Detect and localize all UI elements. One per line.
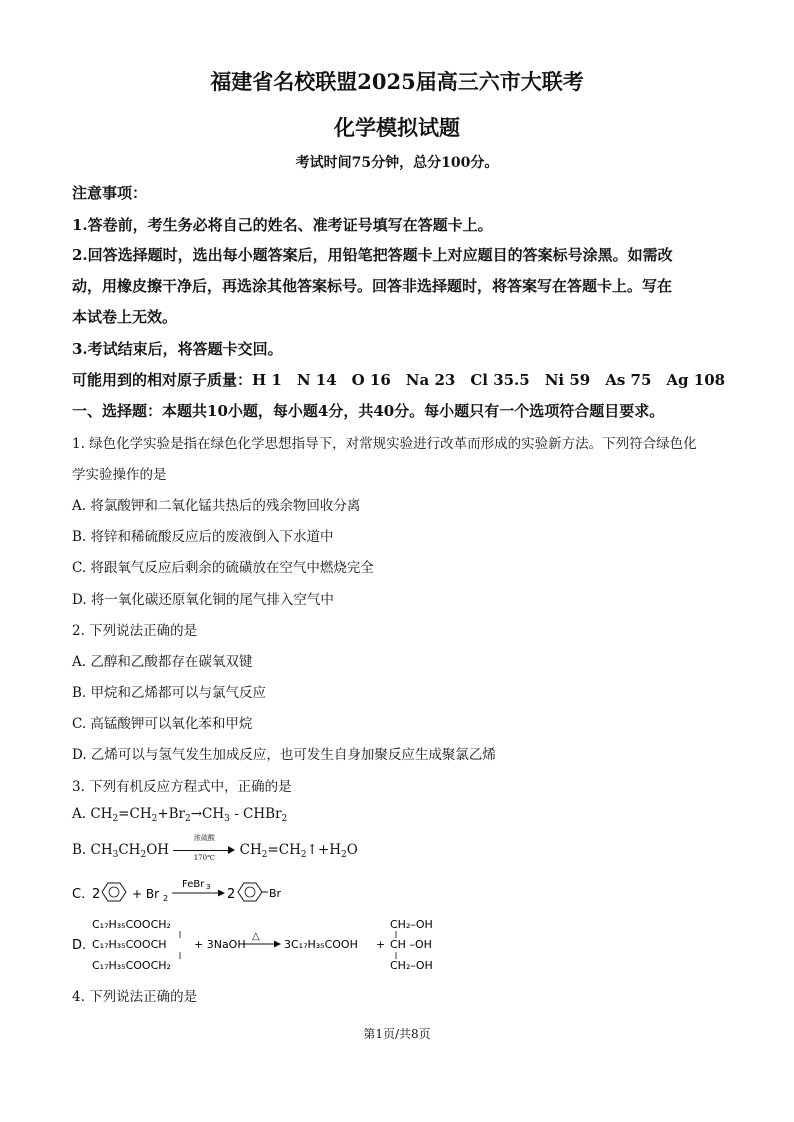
notice-item-2-line-3: 本试卷上无效。 [72,308,178,326]
q3-option-b: B. $CH_3CH_2OH$ 浓硫酸 170℃ $CH_2=CH_2↑+H_2O$ [72,833,358,862]
q2-option-c: C. 高锰酸钾可以氧化苯和甲烷 [72,716,253,732]
q1-option-c: C. 将跟氧气反应后剩余的硫磺放在空气中燃烧完全 [72,560,374,576]
notice-heading: 注意事项： [72,184,148,202]
reaction-arrow [172,890,225,897]
svg-text:3: 3 [206,883,211,891]
q2-option-b: B. 甲烷和乙烯都可以与氯气反应 [72,685,267,701]
notice-item-3: 3.考试结束后，将答题卡交回。 [72,340,283,358]
notice-item-2-line-2: 动，用橡皮擦干净后，再选涂其他答案标号。回答非选择题时，将答案写在答题卡上。写在 [72,277,673,295]
svg-text:+ Br: + Br [132,887,160,901]
reaction-arrow: 浓硫酸 170℃ [173,843,235,859]
svg-text:C₁₇H₃₅COOCH₂: C₁₇H₃₅COOCH₂ [92,918,171,931]
svg-text:CH –OH: CH –OH [390,938,432,951]
q2-stem: 2. 下列说法正确的是 [72,623,198,639]
svg-text:2: 2 [227,887,236,902]
svg-text:D.: D. [72,938,87,953]
q1-option-d: D. 将一氧化碳还原氧化铜的尾气排入空气中 [72,592,334,608]
benzene-ring-icon [102,883,126,901]
svg-text:Br: Br [269,887,282,900]
svg-text:+ 3NaOH: + 3NaOH [194,938,246,951]
q1-stem-line-1: 1. 绿色化学实验是指在绿色化学思想指导下，对常规实验进行改革而形成的实验新方法。下列符合绿色化 [72,436,697,452]
q3-stem: 3. 下列有机反应方程式中，正确的是 [72,779,292,795]
page-number: 第1页/共8页 [363,1027,431,1041]
q3-option-a: A. $CH_2=CH_2+Br_2\to CH_3$ - CHBr$_2$ [72,806,288,824]
exam-title: 福建省名校联盟2025届高三六市大联考 [210,69,584,94]
svg-text:C.: C. [72,887,86,902]
svg-text:△: △ [252,931,260,942]
q1-option-b: B. 将锌和稀硫酸反应后的废液倒入下水道中 [72,529,334,545]
q4-stem: 4. 下列说法正确的是 [72,989,198,1005]
reaction-arrow [242,941,281,948]
subject-title: 化学模拟试题 [334,115,460,140]
svg-text:3C₁₇H₃₅COOH: 3C₁₇H₃₅COOH [284,938,358,951]
exam-info: 考试时间75分钟，总分100分。 [295,155,499,171]
q1-stem-line-2: 学实验操作的是 [72,467,167,483]
notice-item-2-line-1: 2.回答选择题时，选出每小题答案后，用铅笔把答题卡上对应题目的答案标号涂黑。如需改 [72,246,673,264]
atomic-masses: 可能用到的相对原子质量：H 1 N 14 O 16 Na 23 Cl 35.5 Ni 59 As 75 Ag 108 [72,371,726,389]
notice-item-1: 1.答卷前，考生务必将自己的姓名、准考证号填写在答题卡上。 [72,216,493,234]
q3-option-c [70,876,310,908]
q2-option-a: A. 乙醇和乙酸都存在碳氧双键 [72,654,253,670]
svg-text:C₁₇H₃₅COOCH: C₁₇H₃₅COOCH [92,938,167,951]
q2-option-d: D. 乙烯可以与氢气发生加成反应，也可发生自身加聚反应生成聚氯乙烯 [72,747,496,763]
svg-text:C₁₇H₃₅COOCH₂: C₁₇H₃₅COOCH₂ [92,959,171,972]
q3-option-d [70,912,470,976]
svg-text:CH₂–OH: CH₂–OH [390,918,433,931]
svg-text:2: 2 [92,887,101,902]
svg-text:FeBr: FeBr [182,879,205,890]
section-1-heading: 一、选择题：本题共10小题，每小题4分，共40分。每小题只有一个选项符合题目要求。 [72,402,665,420]
bromobenzene-ring-icon [238,883,268,901]
svg-text:CH₂–OH: CH₂–OH [390,959,433,972]
svg-text:+: + [376,938,386,951]
q1-option-a: A. 将氯酸钾和二氧化锰共热后的残余物回收分离 [72,498,361,514]
svg-text:2: 2 [163,894,169,903]
